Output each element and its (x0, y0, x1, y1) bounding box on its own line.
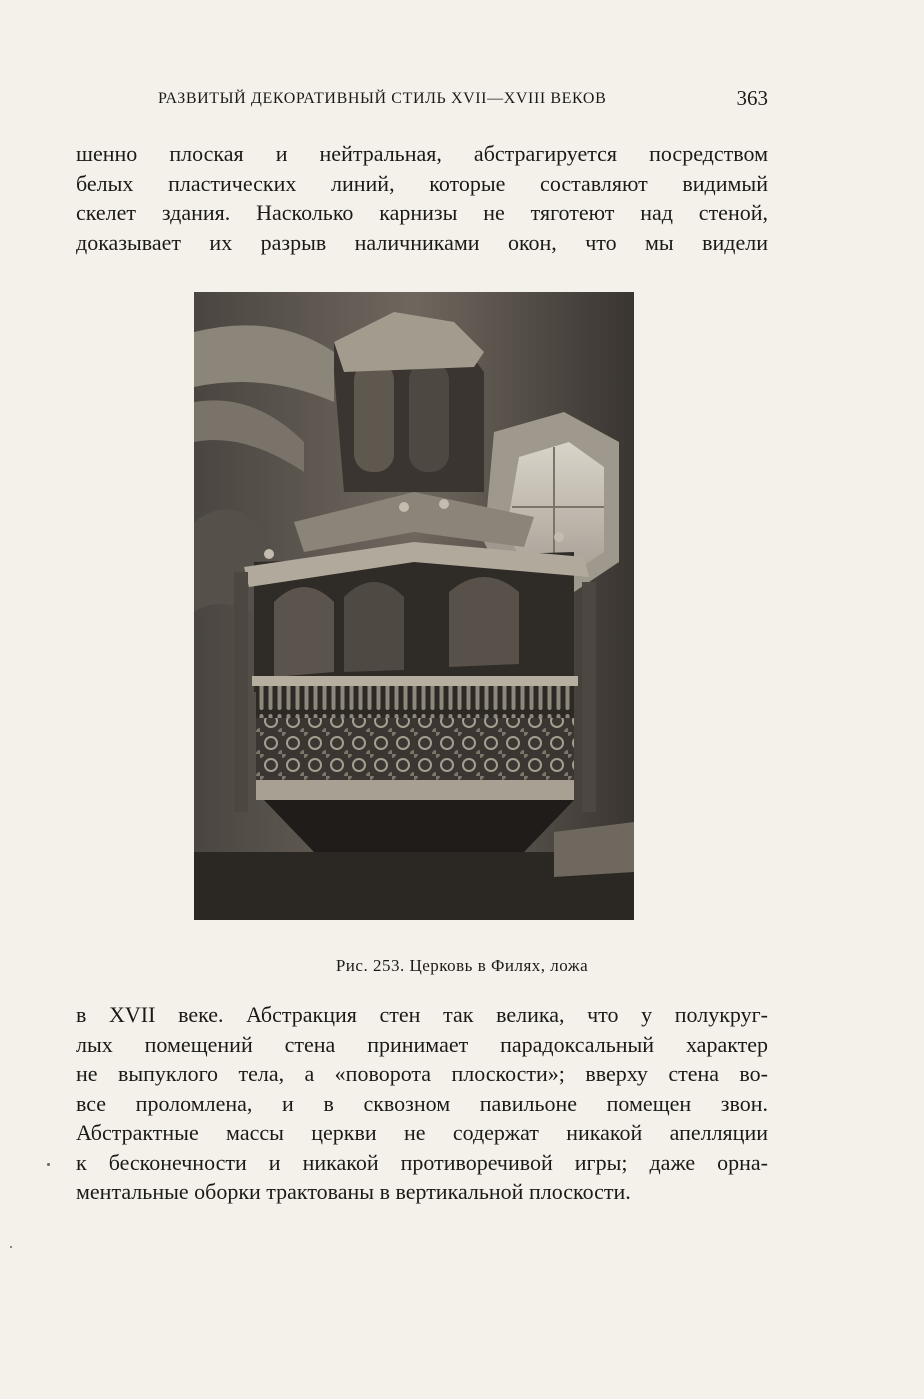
text-line: в XVII веке. Абстракция стен так велика, что у полукруг- (76, 1002, 768, 1027)
text-line: скелет здания. Насколько карнизы не тяготеют над стеной, (76, 200, 768, 225)
text-line: не выпуклого тела, а «поворота плоскости»; вверху стена во- (76, 1061, 768, 1086)
text-line: белых пластических линий, которые составляют видимый (76, 170, 768, 196)
text-line: лых помещений стена принимает парадоксальный характер (76, 1031, 768, 1057)
paper-speck (47, 1163, 50, 1166)
paragraph-bottom (76, 1000, 768, 1207)
text-line: Абстрактные массы церкви не содержат никакой апелляции (76, 1120, 768, 1145)
text-line: к бесконечности и никакой противоречивой игры; даже орна- (76, 1149, 768, 1175)
paper-speck (10, 1246, 12, 1248)
text-line: доказывает их разрыв наличниками окон, что мы видели (76, 229, 768, 255)
page-number: 363 (736, 86, 768, 110)
text-line: все проломлена, и в сквозном павильоне помещен звон. (76, 1090, 768, 1116)
text-line: ментальные оборки трактованы в вертикальной плоскости. (76, 1179, 631, 1204)
text-line: шенно плоская и нейтральная, абстрагируется посредством (76, 141, 768, 166)
running-title: РАЗВИТЫЙ ДЕКОРАТИВНЫЙ СТИЛЬ XVII—XVIII ВЕКОВ (158, 90, 607, 107)
paragraph-top (76, 139, 768, 257)
figure-photo-church-loge (194, 292, 634, 920)
figure-caption: Рис. 253. Церковь в Филях, ложа (335, 956, 589, 975)
